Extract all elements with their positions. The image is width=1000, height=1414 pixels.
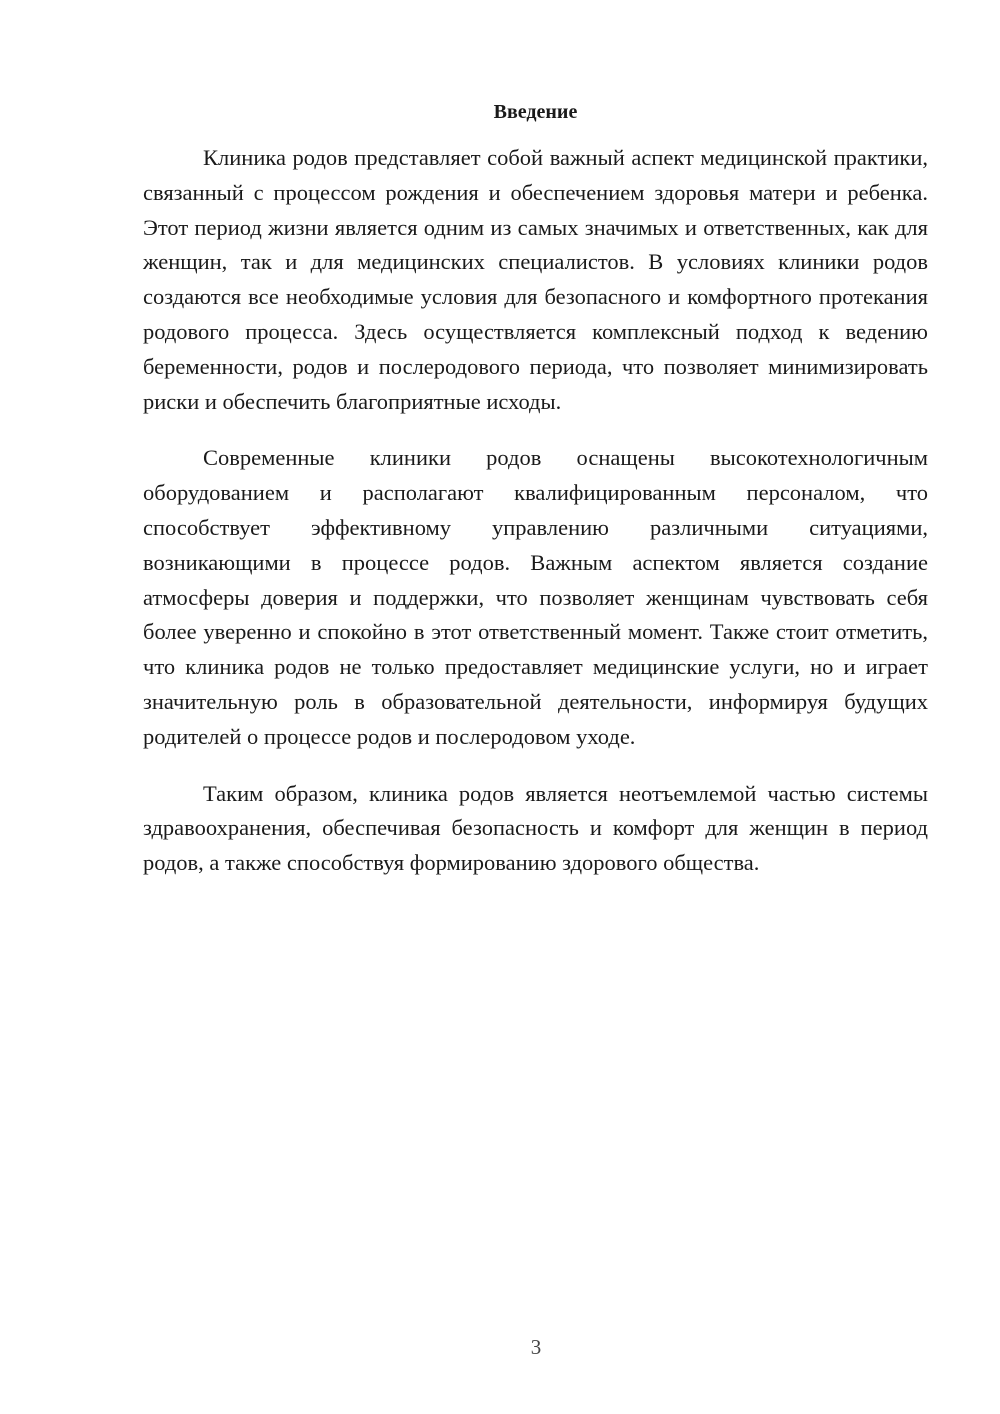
paragraph-1: Клиника родов представляет собой важный аспект медицинской практики, связанный с процессом рождения и обеспечением здоровья матери и ребенка. Этот период жизни является одним из самых значимых и ответственных, как для женщин, так и для медицинских специалистов. В условиях клиники родов создаются все необходимые условия для безопасного и комфортного протекания родового процесса. Здесь осуществляется комплексный подход к ведению беременности, родов и послеродового периода, что позволяет минимизировать риски и обеспечить благоприятные исходы.: [143, 145, 928, 414]
page-content: [143, 97, 928, 881]
paragraph-3: Таким образом, клиника родов является неотъемлемой частью системы здравоохранения, обеспечивая безопасность и комфорт для женщин в период родов, а также способствуя формированию здорового общества.: [143, 780, 928, 876]
section-heading: Введение: [493, 101, 578, 123]
paragraph-2: Современные клиники родов оснащены высокотехнологичным оборудованием и располагают квалифицированным персоналом, что способствует эффективному управлению различными ситуациями, возникающими в процессе родов. Важным аспектом является создание атмосферы доверия и поддержки, что позволяет женщинам чувствовать себя более уверенно и спокойно в этот ответственный момент. Также стоит отметить, что клиника родов не только предоставляет медицинские услуги, но и играет значительную роль в образовательной деятельности, информируя будущих родителей о процессе родов и послеродовом уходе.: [143, 445, 928, 749]
page-number: 3: [530, 1335, 542, 1359]
